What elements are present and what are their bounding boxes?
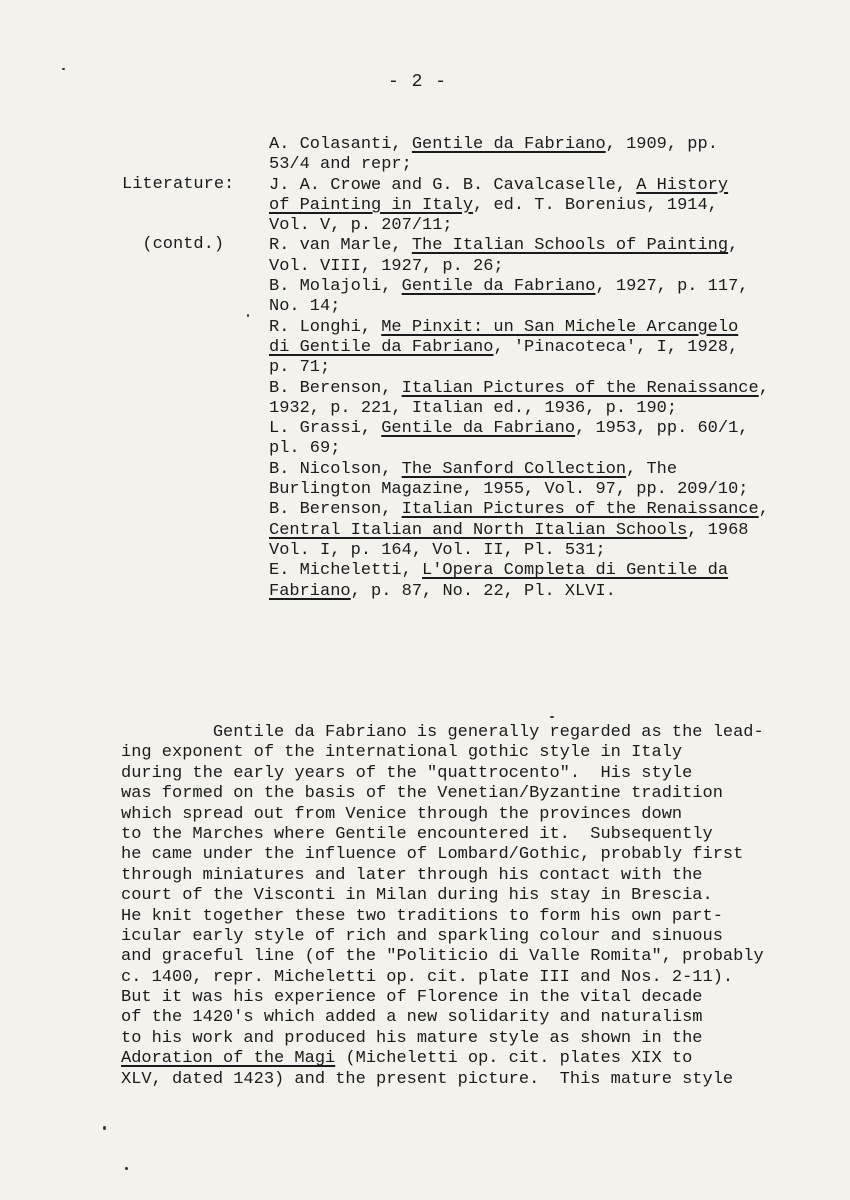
text-segment: E. Micheletti,	[269, 561, 423, 581]
literature-entry-line	[269, 176, 809, 196]
text-segment: during the early years of the "quattrocento". His style	[121, 763, 693, 783]
literature-entry-line	[269, 521, 809, 541]
text-segment: c. 1400, repr. Micheletti op. cit. plate III and Nos. 2-11).	[121, 967, 734, 987]
text-segment: was formed on the basis of the Venetian/Byzantine tradition	[121, 784, 723, 804]
text-segment: court of the Visconti in Milan during his stay in Brescia.	[121, 886, 713, 906]
text-segment: pl. 69;	[269, 439, 341, 459]
literature-entry-line	[269, 277, 809, 297]
literature-entry-line	[269, 561, 809, 581]
literature-entry-line	[269, 338, 809, 358]
body-text-line	[121, 988, 801, 1008]
text-segment: and graceful line (of the "Politicio di Valle Romita", probably	[121, 947, 764, 967]
text-segment: , 'Pinacoteca', I, 1928,	[493, 337, 739, 357]
text-segment: He knit together these two traditions to form his own part-	[121, 906, 723, 926]
literature-entry-line	[269, 500, 809, 520]
literature-label-line: Literature:	[122, 175, 235, 194]
text-segment: p. 71;	[269, 358, 331, 378]
underlined-title: Me Pinxit: un San Michele Arcangelo	[381, 317, 739, 337]
body-text-line	[121, 825, 801, 845]
text-segment: Vol. V, p. 207/11;	[269, 216, 453, 236]
scan-speck	[103, 1126, 106, 1130]
body-paragraph	[121, 723, 801, 1090]
body-text-line	[121, 1070, 801, 1090]
body-text-line	[121, 886, 801, 906]
literature-entry-line	[269, 460, 809, 480]
text-segment: Gentile da Fabriano is generally regarded as the lead-	[121, 723, 764, 742]
underlined-title: A History	[636, 175, 729, 195]
underlined-title: The Sanford Collection	[401, 459, 627, 479]
literature-label-line: (contd.)	[122, 235, 225, 254]
text-segment: B. Nicolson,	[269, 459, 402, 479]
literature-entry-line	[269, 216, 809, 236]
text-segment: icular early style of rich and sparkling colour and sinuous	[121, 926, 723, 946]
literature-entry-line	[269, 582, 809, 602]
text-segment: B. Berenson,	[269, 500, 402, 520]
underlined-title: L'Opera Completa di Gentile da	[422, 561, 729, 581]
underlined-title: Italian Pictures of the Renaissance	[401, 500, 759, 520]
underlined-title: Gentile da Fabriano	[401, 277, 596, 297]
text-segment: L. Grassi,	[269, 419, 382, 439]
literature-list	[269, 135, 809, 602]
scan-speck	[550, 716, 554, 718]
text-segment: , The	[626, 459, 678, 479]
literature-entry-line	[269, 541, 809, 561]
underlined-title: Gentile da Fabriano	[381, 419, 576, 439]
text-segment: , 1927, p. 117,	[595, 277, 749, 297]
text-segment: Vol. I, p. 164, Vol. II, Pl. 531;	[269, 540, 606, 560]
body-text-line	[121, 1029, 801, 1049]
underlined-title: di Gentile da Fabriano	[269, 337, 494, 357]
text-segment: 1932, p. 221, Italian ed., 1936, p. 190;	[269, 398, 678, 418]
body-text-line	[121, 845, 801, 865]
literature-entry-line	[269, 135, 809, 155]
body-text-line	[121, 764, 801, 784]
scan-speck	[62, 68, 65, 70]
literature-entry-line	[269, 480, 809, 500]
text-segment: 53/4 and repr;	[269, 155, 412, 175]
text-segment: to the Marches where Gentile encountered it. Subsequently	[121, 824, 713, 844]
text-segment: of the 1420's which added a new solidarity and naturalism	[121, 1008, 703, 1028]
text-segment: ing exponent of the international gothic style in Italy	[121, 743, 683, 763]
scan-speck	[247, 314, 249, 317]
underlined-title: Central Italian and North Italian Schools	[269, 520, 688, 540]
text-segment: B. Molajoli,	[269, 277, 402, 297]
literature-entry-line	[269, 318, 809, 338]
literature-entry-line	[269, 236, 809, 256]
literature-label	[122, 135, 234, 275]
body-text-line	[121, 723, 801, 743]
page-number: - 2 -	[388, 72, 448, 92]
text-segment: to his work and produced his mature style as shown in the	[121, 1028, 703, 1048]
text-segment: , 1968	[687, 520, 749, 540]
body-text-line	[121, 866, 801, 886]
text-segment: Burlington Magazine, 1955, Vol. 97, pp. 209/10;	[269, 480, 749, 500]
literature-entry-line	[269, 297, 809, 317]
text-segment: B. Berenson,	[269, 378, 402, 398]
body-text-line	[121, 784, 801, 804]
literature-entry-line	[269, 419, 809, 439]
text-segment: Vol. VIII, 1927, p. 26;	[269, 256, 504, 276]
text-segment: (Micheletti op. cit. plates XIX to	[335, 1049, 693, 1069]
literature-entry-line	[269, 358, 809, 378]
literature-entry-line	[269, 155, 809, 175]
body-text-line	[121, 1049, 801, 1069]
text-segment: he came under the influence of Lombard/Gothic, probably first	[121, 845, 744, 865]
underlined-title: The Italian Schools of Painting	[411, 236, 729, 256]
text-segment: , 1953, pp. 60/1,	[575, 419, 749, 439]
underlined-title: Fabriano	[269, 581, 351, 601]
body-text-line	[121, 1008, 801, 1028]
text-segment: J. A. Crowe and G. B. Cavalcaselle,	[269, 175, 637, 195]
body-text-line	[121, 947, 801, 967]
literature-entry-line	[269, 439, 809, 459]
body-text-line	[121, 927, 801, 947]
text-segment: through miniatures and later through his contact with the	[121, 865, 703, 885]
literature-entry-line	[269, 196, 809, 216]
literature-entry-line	[269, 257, 809, 277]
scan-speck	[125, 1167, 128, 1170]
body-text-line	[121, 805, 801, 825]
underlined-title: Gentile da Fabriano	[411, 135, 606, 154]
text-segment: XLV, dated 1423) and the present picture. This mature style	[121, 1069, 734, 1089]
body-text-line	[121, 743, 801, 763]
text-segment: R. van Marle,	[269, 236, 412, 256]
body-text-line	[121, 907, 801, 927]
text-segment: But it was his experience of Florence in the vital decade	[121, 988, 703, 1008]
body-text-line	[121, 968, 801, 988]
text-segment: No. 14;	[269, 297, 341, 317]
literature-entry-line	[269, 399, 809, 419]
text-segment: , 1909, pp.	[605, 135, 718, 154]
literature-entry-line	[269, 379, 809, 399]
text-segment: which spread out from Venice through the provinces down	[121, 804, 683, 824]
text-segment: ,	[728, 236, 739, 256]
underlined-title: of Painting in Italy	[269, 195, 474, 215]
text-segment: ,	[758, 500, 769, 520]
text-segment: , ed. T. Borenius, 1914,	[473, 195, 718, 215]
text-segment: R. Longhi,	[269, 317, 382, 337]
text-segment: ,	[758, 378, 769, 398]
text-segment: , p. 87, No. 22, Pl. XLVI.	[350, 581, 616, 601]
underlined-title: Italian Pictures of the Renaissance	[401, 378, 759, 398]
text-segment: A. Colasanti,	[269, 135, 412, 154]
underlined-title: Adoration of the Magi	[121, 1049, 336, 1069]
